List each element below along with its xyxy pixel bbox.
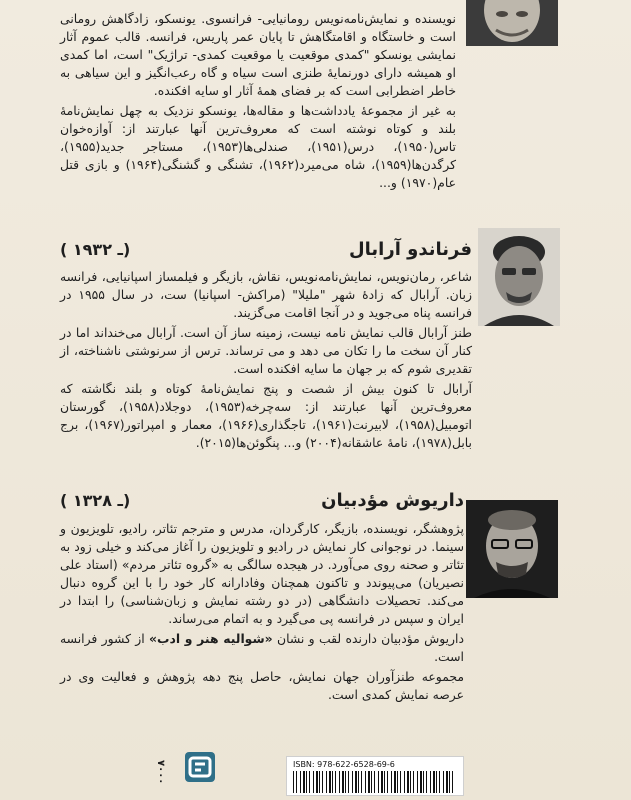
barcode-bar: [368, 771, 370, 793]
isbn-barcode-box: [286, 756, 464, 796]
bio-moadabian-para-3: مجموعه طنزآوران جهان نمایش، حاصل پنج دهه پژوهش و فعالیت وی در عرصه نمایش کمدی است.: [60, 669, 464, 702]
bio-moadabian-para-1: پژوهشگر، نویسنده، بازیگر، کارگردان، مدرس و مترجم تئاتر، رادیو، تلویزیون و سینما. در نوجوانی کار نمایش در رادیو و تلویزیون را آغاز می‌کند و خیلی زود به تئاتر و صحنه روی می‌آورد. در هیجده سالگی به «گروه تئاتر مردم» (استاد علی نصیریان) می‌پیوندد و تاکنون همچنان وفادارانه کار خود را با این گروه دنبال می‌کند. تحصیلات دانشگاهی (در دو رشته نمایش و زبان‌شناسی) را ابتدا در ایران و سپس در فرانسه پی می‌گیرد و به اتمام می‌رساند.: [60, 521, 464, 626]
barcode-bar: [410, 771, 411, 793]
barcode-bar: [443, 771, 444, 793]
portrait-moadabian-image: [466, 500, 558, 598]
barcode-bar: [387, 771, 388, 793]
bio-arrabal-para-1: شاعر، رمان‌نویس، نمایش‌نامه‌نویس، نقاش، بازیگر و فیلمساز اسپانیایی، فرانسه زبان. آرابال که زادهٔ شهر "ملیلا" (مراکش- اسپانیا) ست، در سال ۱۹۵۵ در فرانسه پناه می‌جوید و در آنجا اقامت می‌گزیند.: [60, 269, 472, 320]
bio-moadabian-para-2: [60, 630, 464, 666]
barcode-bar: [426, 771, 427, 793]
barcode-bar: [397, 771, 398, 793]
bio-moadabian-para-2-pre: داریوش مؤدبیان دارنده لقب و نشان: [272, 631, 464, 646]
barcode-bar: [436, 771, 437, 793]
barcode-bar: [319, 771, 320, 793]
barcode-bar: [313, 771, 314, 793]
barcode-bar: [381, 771, 383, 793]
barcode-bar: [345, 771, 346, 793]
barcode-bar: [452, 771, 453, 793]
portrait-ionesco: [466, 0, 558, 46]
portrait-arrabal-image: [478, 228, 560, 326]
barcode-bar: [342, 771, 344, 793]
bio-ionesco: [60, 10, 456, 194]
bio-moadabian-para-2-post: از کشور فرانسه است.: [60, 631, 464, 664]
barcode-bar: [394, 771, 396, 793]
barcode-bar: [384, 771, 385, 793]
barcode-bar: [446, 771, 448, 793]
publisher-logo-icon: [185, 752, 215, 782]
bio-moadabian: [60, 520, 464, 706]
bio-moadabian-dates: ( ـ ۱۳۲۸): [60, 490, 131, 510]
barcode-bar: [400, 771, 401, 793]
barcode-bar: [332, 771, 333, 793]
barcode-icon: [293, 771, 457, 793]
barcode-bar: [348, 771, 349, 793]
barcode-bar: [339, 771, 340, 793]
barcode-bar: [306, 771, 307, 793]
barcode-bar: [391, 771, 392, 793]
publisher-logo: [185, 752, 215, 782]
barcode-bar: [371, 771, 372, 793]
barcode-bar: [365, 771, 366, 793]
portrait-ionesco-image: [466, 0, 558, 46]
bio-arrabal: [60, 268, 472, 454]
barcode-bar: [361, 771, 362, 793]
barcode-bar: [352, 771, 353, 793]
barcode-bar: [303, 771, 305, 793]
barcode-bar: [322, 771, 323, 793]
barcode-bar: [316, 771, 318, 793]
bio-ionesco-para-2: به غیر از مجموعهٔ یادداشت‌ها و مقاله‌ها، یونسکو نزدیک به چهل نمایش‌نامهٔ بلند و کوتاه نوشته است که معروف‌ترین آنها عبارتند از: آوازه‌خوان تاس(۱۹۵۰)، درس(۱۹۵۱)، صندلی‌ها(۱۹۵۳)، مستاجر جدید(۱۹۵۵)، کرگدن‌ها(۱۹۵۹)، شاه می‌میرد(۱۹۶۲)، تشنگی و گشنگی(۱۹۶۴) و بازی قتل عام(۱۹۷۰) و...: [60, 103, 456, 190]
barcode-bar: [300, 771, 301, 793]
barcode-bar: [433, 771, 435, 793]
portrait-moadabian: [466, 500, 558, 598]
barcode-bar: [420, 771, 422, 793]
barcode-bar: [358, 771, 359, 793]
barcode-bar: [413, 771, 414, 793]
barcode-bar: [378, 771, 379, 793]
barcode-bar: [309, 771, 310, 793]
barcode-bar: [293, 771, 294, 793]
barcode-bar: [404, 771, 405, 793]
barcode-bar: [355, 771, 357, 793]
isbn-text: ISBN: 978-622-6528-69-6: [293, 760, 395, 769]
barcode-bar: [329, 771, 331, 793]
bio-moadabian-name: داریوش مؤدبیان: [321, 489, 464, 511]
bio-moadabian-header: [60, 487, 464, 513]
barcode-bar: [439, 771, 440, 793]
barcode-bar: [417, 771, 418, 793]
bio-moadabian-award: «شوالیه هنر و ادب»: [149, 631, 273, 646]
barcode-bar: [407, 771, 409, 793]
bio-arrabal-name: فرناندو آرابال: [349, 238, 472, 260]
barcode-bar: [335, 771, 336, 793]
portrait-arrabal: [478, 228, 560, 326]
bio-ionesco-para-1: نویسنده و نمایش‌نامه‌نویس رومانیایی- فرانسوی. یونسکو، زادگاهش رومانی است و خاستگاه و اقامتگاهش تا پایان عمر پاریس، فرانسه. قالب عموم آثار نمایشی یونسکو "کمدی موقعیت یا موقعیت کمدی- تراژیک" است، اما کمدی او همیشه دارای دورنمایهٔ طنزی است سیاه و گاه رعب‌انگیز و این سیاهی به خاطر اضطرابی است که بر فضای همهٔ آثار او سایه افکنده.: [60, 11, 456, 98]
price-label: ۷۰۰۰: [155, 759, 166, 785]
barcode-bar: [423, 771, 424, 793]
barcode-bar: [326, 771, 327, 793]
bio-arrabal-para-2: طنز آرابال قالب نمایش نامه نیست، زمینه ساز آن است. آرابال می‌خنداند اما در کنار آن سخت ما را تکان می دهد و می ترساند. ترس از سرنوشتی ناشناخته، از تقدیری شوم که بر جهان ما سایه افکنده است.: [60, 325, 472, 376]
barcode-bar: [430, 771, 431, 793]
bio-arrabal-dates: ( ـ ۱۹۳۲): [60, 239, 131, 259]
barcode-bar: [374, 771, 375, 793]
barcode-bar: [296, 771, 297, 793]
barcode-bar: [449, 771, 450, 793]
bio-arrabal-header: [60, 236, 472, 262]
bio-arrabal-para-3: آرابال تا کنون بیش از شصت و پنج نمایش‌نامهٔ کوتاه و بلند نگاشته که معروف‌ترین آنها عبارتند از: سه‌چرخه(۱۹۵۳)، دوجلاد(۱۹۵۸)، گورستان اتومبیل(۱۹۵۸)، لابیرنت(۱۹۶۱)، تاجگذاری(۱۹۶۶)، معمار و امپراتور(۱۹۶۷)، برج بابل(۱۹۷۸)، نامهٔ عاشقانه(۲۰۰۴) و... پنگوئن‌ها(۲۰۱۵).: [60, 381, 473, 450]
